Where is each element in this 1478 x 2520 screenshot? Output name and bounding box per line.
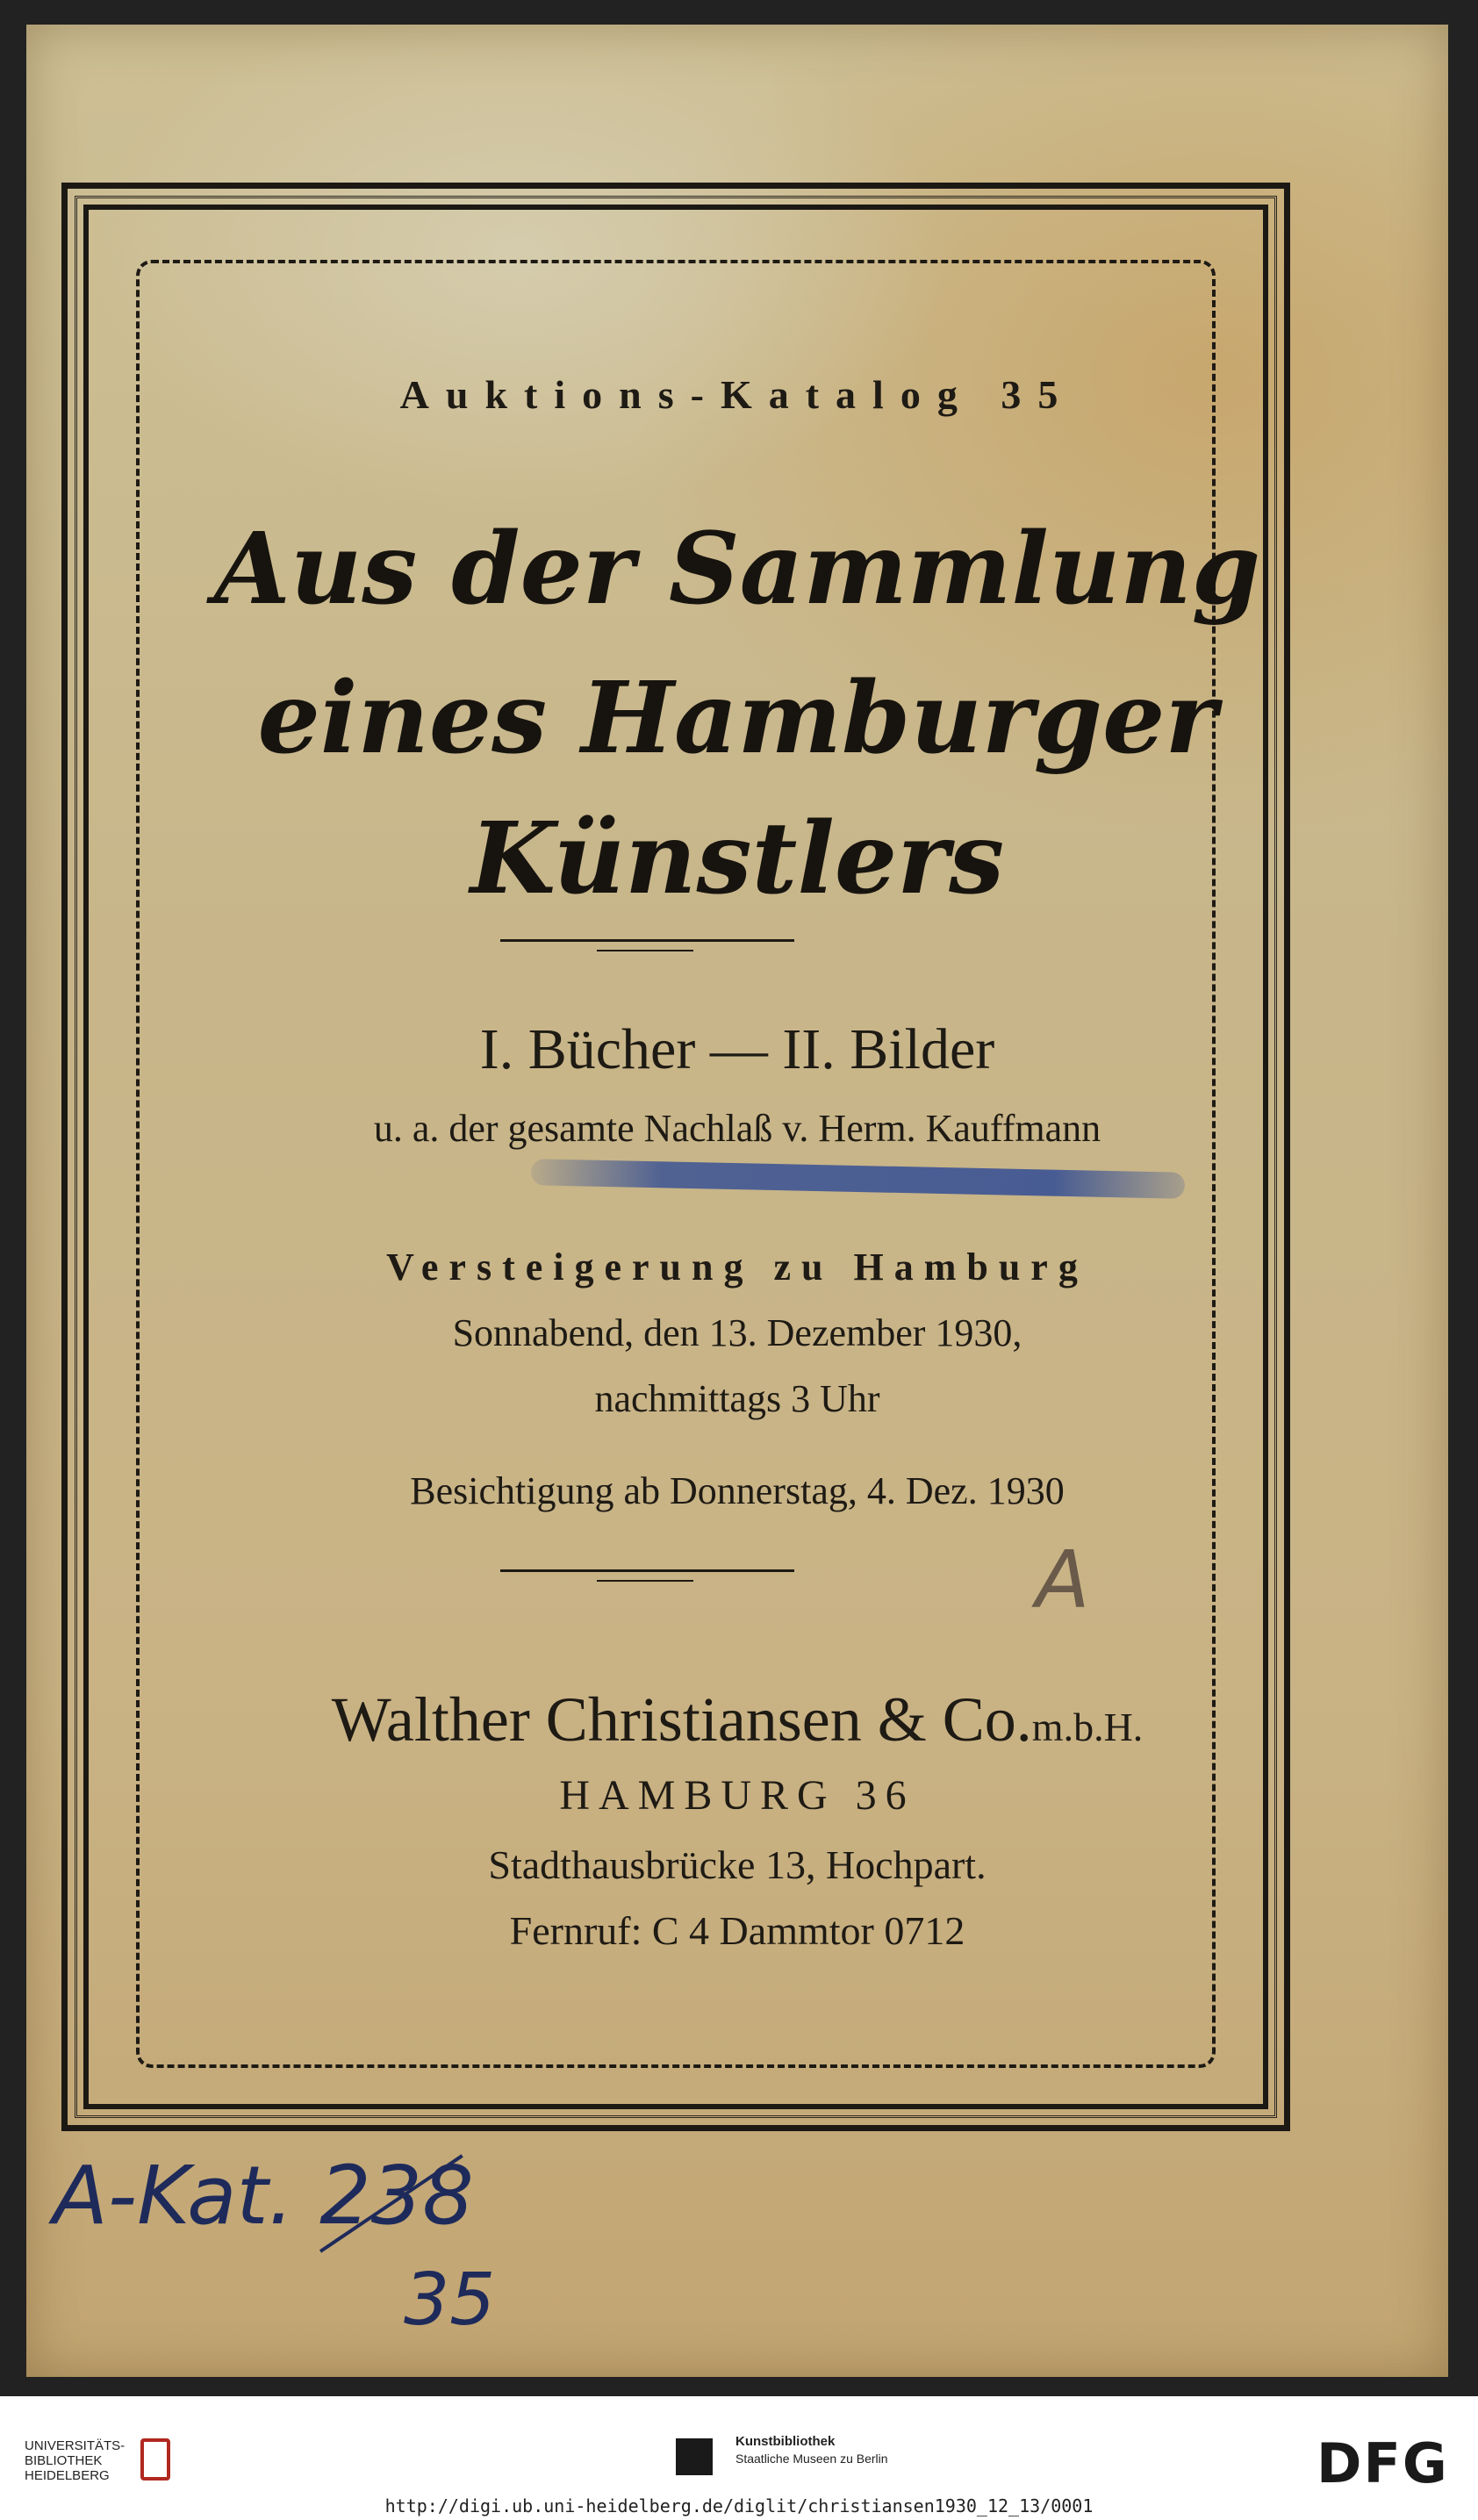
sections-subheading: u. a. der gesamte Nachlaß v. Herm. Kauffmann bbox=[373, 1107, 1101, 1150]
company-name bbox=[26, 1684, 1448, 1756]
kunstbibliothek-logo-icon bbox=[676, 2438, 713, 2475]
catalog-label: Auktions-Katalog 35 bbox=[399, 372, 1075, 417]
title-line-3: Künstlers bbox=[470, 801, 1005, 916]
permalink-url[interactable]: http://digi.ub.uni-heidelberg.de/diglit/christiansen1930_12_13/0001 bbox=[384, 2495, 1094, 2516]
pencil-annotation: A bbox=[1036, 1534, 1090, 1626]
divider-rule bbox=[500, 939, 794, 942]
kunstbibliothek-name: Kunstbibliothek bbox=[735, 2434, 836, 2449]
dfg-logo: DFG bbox=[1317, 2431, 1449, 2495]
catalog-cover bbox=[26, 25, 1448, 2377]
title-line-2: eines Hamburger bbox=[257, 661, 1217, 776]
auction-time: nachmittags 3 Uhr bbox=[594, 1377, 880, 1420]
heidelberg-library-logo-text: UNIVERSITÄTS- BIBLIOTHEK HEIDELBERG bbox=[25, 2438, 126, 2483]
heidelberg-library-logo-icon bbox=[140, 2438, 170, 2481]
title-line-1: Aus der Sammlung bbox=[213, 512, 1261, 627]
company-name-main: Walther Christiansen & Co. bbox=[331, 1684, 1032, 1755]
divider-rule-short bbox=[597, 950, 693, 951]
divider-rule-2 bbox=[500, 1569, 794, 1572]
company-phone: Fernruf: C 4 Dammtor 0712 bbox=[509, 1908, 965, 1953]
company-name-suffix: m.b.H. bbox=[1031, 1705, 1144, 1749]
auction-date: Sonnabend, den 13. Dezember 1930, bbox=[452, 1311, 1022, 1354]
kunstbibliothek-subtitle: Staatliche Museen zu Berlin bbox=[735, 2452, 888, 2466]
auction-heading: Versteigerung zu Hamburg bbox=[386, 1246, 1088, 1289]
company-city: HAMBURG 36 bbox=[559, 1772, 915, 1819]
shelfmark-handwritten: A-Kat. 238 bbox=[53, 2149, 474, 2243]
viewing-info: Besichtigung ab Donnerstag, 4. Dez. 1930 bbox=[410, 1469, 1065, 1512]
company-address: Stadthausbrücke 13, Hochpart. bbox=[488, 1842, 987, 1887]
shelfmark-handwritten-number: 35 bbox=[404, 2258, 496, 2342]
sections-heading: I. Bücher — II. Bilder bbox=[479, 1017, 995, 1081]
divider-rule-short-2 bbox=[597, 1580, 693, 1582]
